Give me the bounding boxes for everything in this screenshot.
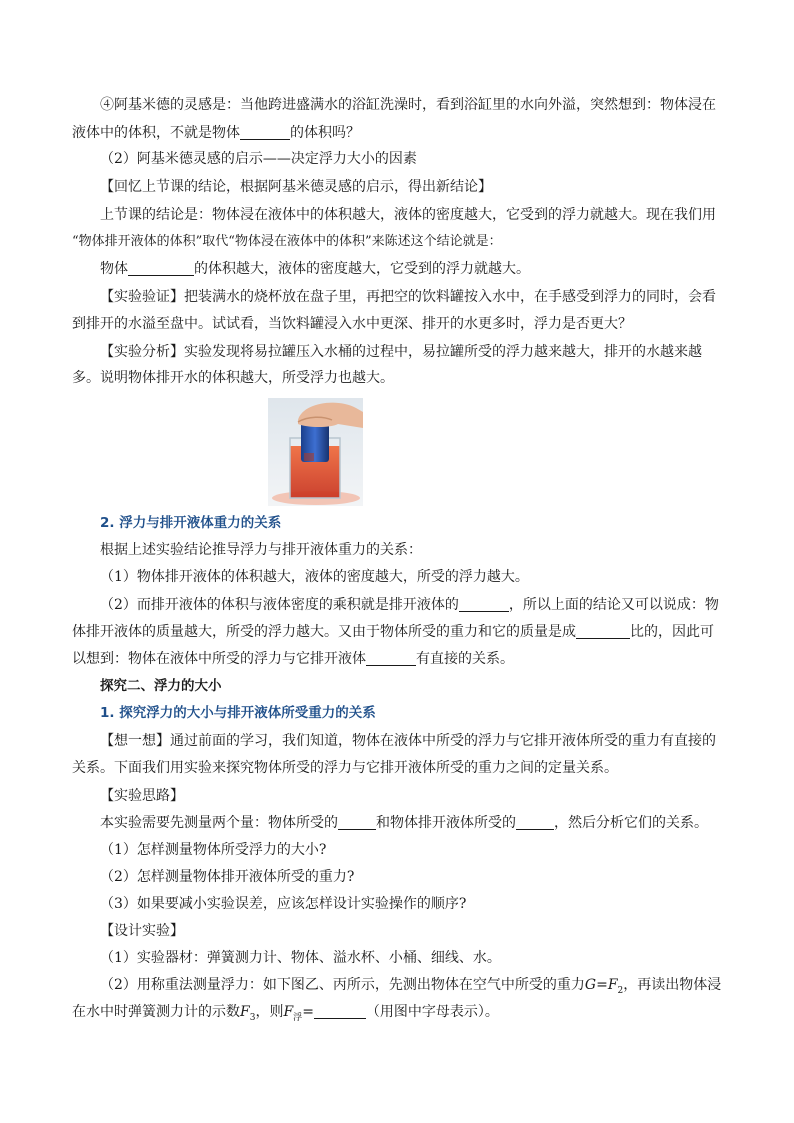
answer-blank[interactable] <box>516 813 554 830</box>
paragraph: （1）怎样测量物体所受浮力的大小? <box>100 842 327 858</box>
paragraph: 【设计实验】 <box>100 923 184 939</box>
paragraph: 【回忆上节课的结论，根据阿基米德灵感的启示，得出新结论】 <box>100 179 492 195</box>
paragraph: 以想到：物体在液体中所受的浮力与它排开液体 有直接的关系。 <box>72 651 514 667</box>
paragraph: （2）用称重法测量浮力：如下图乙、丙所示，先测出物体在空气中所受的重力$G=F_2$，再读出物体浸 <box>100 977 722 996</box>
beaker-can-illustration <box>268 398 363 506</box>
paragraph: 在水中时弹簧测力计的示数$F_3$，则$F_浮=$ （用图中字母表示）。 <box>72 1004 499 1023</box>
answer-blank[interactable] <box>576 622 630 639</box>
answer-blank[interactable] <box>128 259 194 276</box>
answer-blank[interactable] <box>240 123 290 140</box>
section-heading: 2. 浮力与排开液体重力的关系 <box>100 515 282 531</box>
paragraph: （1）实验器材：弹簧测力计、物体、溢水杯、小桶、细线、水。 <box>100 950 501 966</box>
experiment-photo <box>268 398 363 506</box>
answer-blank[interactable] <box>338 813 376 830</box>
paragraph: （2）怎样测量物体排开液体所受的重力? <box>100 869 355 885</box>
paragraph: “物体排开液体的体积”取代“物体浸在液体中的体积”来陈述这个结论就是： <box>72 234 502 249</box>
paragraph: （2）而排开液体的体积与液体密度的乘积就是排开液体的 ，所以上面的结论又可以说成：物 <box>100 597 719 613</box>
paragraph: 【实验分析】实验发现将易拉罐压入水桶的过程中，易拉罐所受的浮力越来越大，排开的水越来越 <box>100 344 702 360</box>
paragraph: 【实验验证】把装满水的烧杯放在盘子里，再把空的饮料罐按入水中，在手感受到浮力的同时，会看 <box>100 289 716 305</box>
paragraph: （1）物体排开液体的体积越大，液体的密度越大，所受的浮力越大。 <box>100 569 529 585</box>
paragraph: 【实验思路】 <box>100 788 184 804</box>
answer-blank[interactable] <box>366 649 416 666</box>
paragraph: 体排开液体的质量越大，所受的浮力越大。又由于物体所受的重力和它的质量是成 比的，因此可 <box>72 624 714 640</box>
paragraph: 多。说明物体排开水的体积越大，所受浮力也越大。 <box>72 370 394 386</box>
paragraph: 本实验需要先测量两个量：物体所受的 和物体排开液体所受的 ，然后分析它们的关系。 <box>100 815 708 831</box>
paragraph: 根据上述实验结论推导浮力与排开液体重力的关系： <box>100 542 422 558</box>
paragraph: （2）阿基米德灵感的启示——决定浮力大小的因素 <box>100 151 417 167</box>
paragraph: 液体中的体积，不就是物体 的体积吗？ <box>72 125 360 141</box>
paragraph: 到排开的水溢至盘中。试试看，当饮料罐浸入水中更深、排开的水更多时，浮力是否更大？ <box>72 316 632 332</box>
paragraph: 上节课的结论是：物体浸在液体中的体积越大，液体的密度越大，它受到的浮力就越大。现在我们用 <box>100 207 716 223</box>
paragraph: 物体 的体积越大，液体的密度越大，它受到的浮力就越大。 <box>100 261 530 277</box>
paragraph: 关系。下面我们用实验来探究物体所受的浮力与它排开液体所受的重力之间的定量关系。 <box>72 760 618 776</box>
answer-blank[interactable] <box>459 595 509 612</box>
section-heading: 1. 探究浮力的大小与排开液体所受重力的关系 <box>100 705 376 721</box>
paragraph: 【想一想】通过前面的学习，我们知道，物体在液体中所受的浮力与它排开液体所受的重力有直接的 <box>100 733 716 749</box>
section-heading: 探究二、浮力的大小 <box>100 678 222 694</box>
answer-blank[interactable] <box>314 1002 366 1019</box>
paragraph: ④阿基米德的灵感是：当他跨进盛满水的浴缸洗澡时，看到浴缸里的水向外溢，突然想到：物体浸在 <box>100 97 716 113</box>
paragraph: （3）如果要减小实验误差，应该怎样设计实验操作的顺序? <box>100 896 467 912</box>
